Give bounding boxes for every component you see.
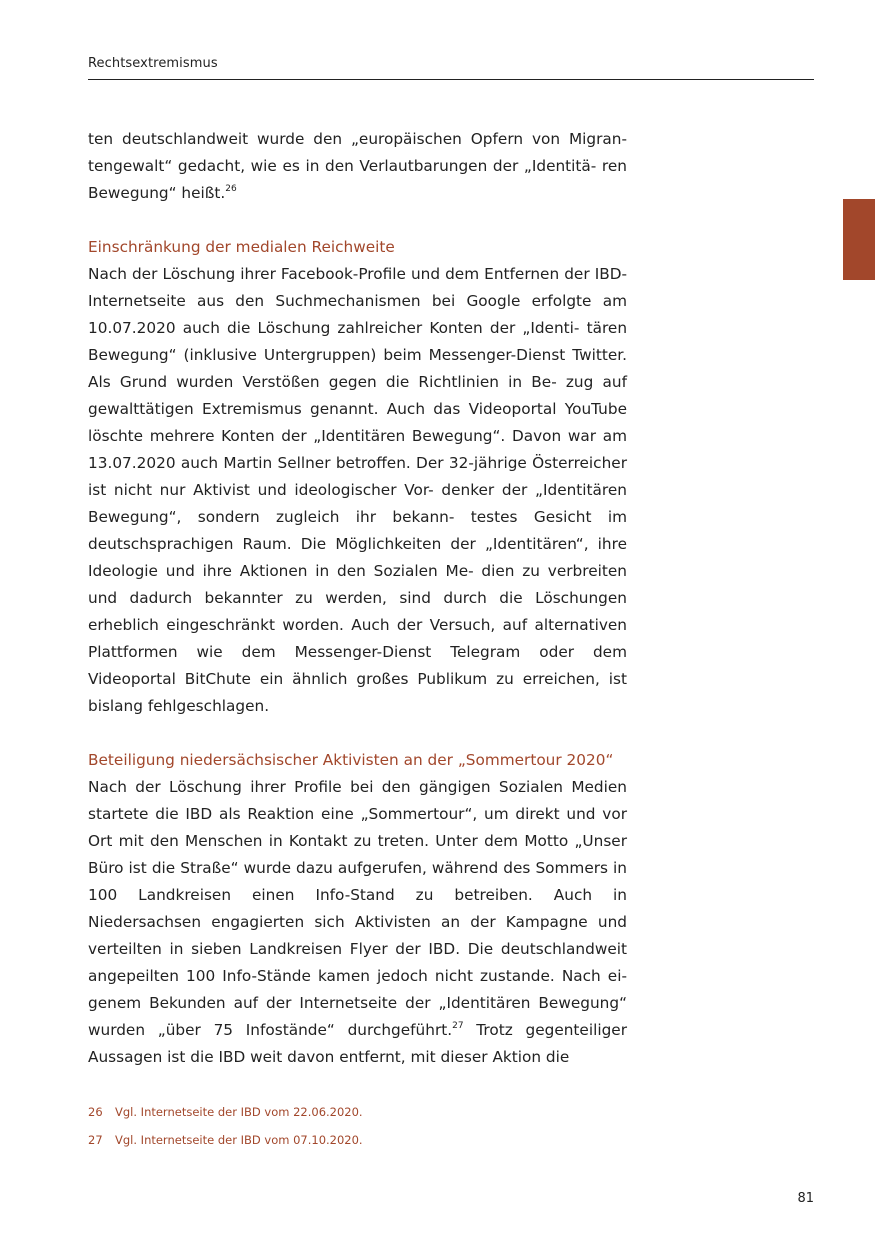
intro-line-1: ten deutschlandweit wurde den „europäischen Opfern von Migran- — [88, 130, 627, 148]
s2-line: Aussagen ist die IBD weit davon entfernt, mit dieser Aktion die — [88, 1048, 570, 1066]
footnote-ref-26[interactable]: 26 — [225, 183, 237, 194]
s2-line: Sommers in 100 Landkreisen einen Info-Stand zu betreiben. Auch — [88, 859, 627, 904]
section-heading-reach: Einschränkung der medialen Reichweite — [88, 238, 395, 256]
s1-line: testes Gesicht im deutschsprachigen Raum. Die Möglichkeiten der — [88, 508, 627, 553]
s1-line: YouTube löschte mehrere Konten der „Identitären Bewegung“. — [88, 400, 627, 445]
footnote-text: Vgl. Internetseite der IBD vom 22.06.2020. — [115, 1105, 363, 1119]
s2-line: „Unser Büro ist die Straße“ wurde dazu aufgerufen, während des — [88, 832, 627, 877]
s2-line: Nach der Löschung ihrer Profile bei den gängigen Sozialen Medien — [88, 778, 627, 796]
section-heading-sommertour: Beteiligung niedersächsischer Aktivisten an der „Sommertour 2020“ — [88, 751, 614, 769]
paragraph-gap — [88, 720, 627, 747]
s1-line: ist bislang fehlgeschlagen. — [88, 670, 628, 715]
s2-line: Trotz gegenteiliger — [463, 1021, 627, 1039]
s1-line: Löschungen erheblich eingeschränkt worden. Auch der Versuch, auf — [88, 589, 627, 634]
section2-paragraph — [88, 774, 627, 1071]
footnote-text: Vgl. Internetseite der IBD vom 07.10.2020. — [115, 1133, 363, 1147]
s1-line: tären Bewegung“ (inklusive Untergruppen) beim Messenger-Dienst — [88, 319, 628, 364]
s1-line: Nach der Löschung ihrer Facebook-Profile und dem Entfernen der — [88, 265, 590, 283]
page-number: 81 — [797, 1191, 814, 1206]
header-rule — [88, 79, 814, 80]
paragraph-gap — [88, 207, 627, 234]
s1-line: Davon war am 13.07.2020 auch Martin Sellner betroffen. Der — [88, 427, 627, 472]
section1-paragraph — [88, 261, 627, 720]
footnote-ref-27[interactable]: 27 — [452, 1020, 464, 1031]
chapter-tab-marker — [843, 199, 875, 280]
s2-line: angepeilten 100 Info-Stände kamen jedoch nicht zustande. Nach ei- — [88, 967, 627, 985]
s2-line: vor Ort mit den Menschen in Kontakt zu treten. Unter dem Motto — [88, 805, 627, 850]
s1-line: 32-jährige Österreicher ist nicht nur Aktivist und ideologischer Vor- — [88, 454, 627, 499]
s1-line: am 10.07.2020 auch die Löschung zahlreicher Konten der „Identi- — [88, 292, 627, 337]
footnote-number: 26 — [88, 1105, 103, 1119]
s1-line: zug auf gewalttätigen Extremismus genannt. Auch das Videoportal — [88, 373, 627, 418]
s1-line: dien zu verbreiten und dadurch bekannter zu werden, sind durch die — [88, 562, 627, 607]
intro-line-2: tengewalt“ gedacht, wie es in den Verlautbarungen der „Identitä- — [88, 157, 597, 175]
s2-line: genem Bekunden auf der Internetseite der „Identitären Bewegung“ — [88, 994, 627, 1012]
s1-line: „Identitären“, ihre Ideologie und ihre Aktionen in den Sozialen Me- — [88, 535, 627, 580]
s1-line: dem Videoportal BitChute ein ähnlich großes Publikum zu erreichen, — [88, 643, 627, 688]
footnote-number: 27 — [88, 1133, 103, 1147]
s2-line: in Niedersachsen engagierten sich Aktivisten an der Kampagne und — [88, 886, 627, 931]
s1-line: Twitter. Als Grund wurden Verstößen gegen die Richtlinien in Be- — [88, 346, 627, 391]
footnote-27 — [88, 1132, 688, 1148]
s1-line: alternativen Plattformen wie dem Messenger-Dienst Telegram oder — [88, 616, 627, 661]
s1-line: denker der „Identitären Bewegung“, sondern zugleich ihr bekann- — [88, 481, 627, 526]
running-header: Rechtsextremismus — [88, 56, 218, 71]
s2-line: verteilten in sieben Landkreisen Flyer der IBD. Die deutschlandweit — [88, 940, 627, 958]
main-text — [88, 126, 627, 1071]
footnote-26 — [88, 1104, 688, 1120]
s2-line: wurden „über 75 Infostände“ durchgeführt. — [88, 1021, 453, 1039]
intro-paragraph — [88, 126, 627, 207]
intro-line-3: ren Bewegung“ heißt. — [88, 157, 627, 202]
s2-line: startete die IBD als Reaktion eine „Sommertour“, um direkt und — [88, 805, 596, 823]
s1-line: IBD-Internetseite aus den Suchmechanismen bei Google erfolgte — [88, 265, 627, 310]
footnotes — [88, 1104, 688, 1160]
